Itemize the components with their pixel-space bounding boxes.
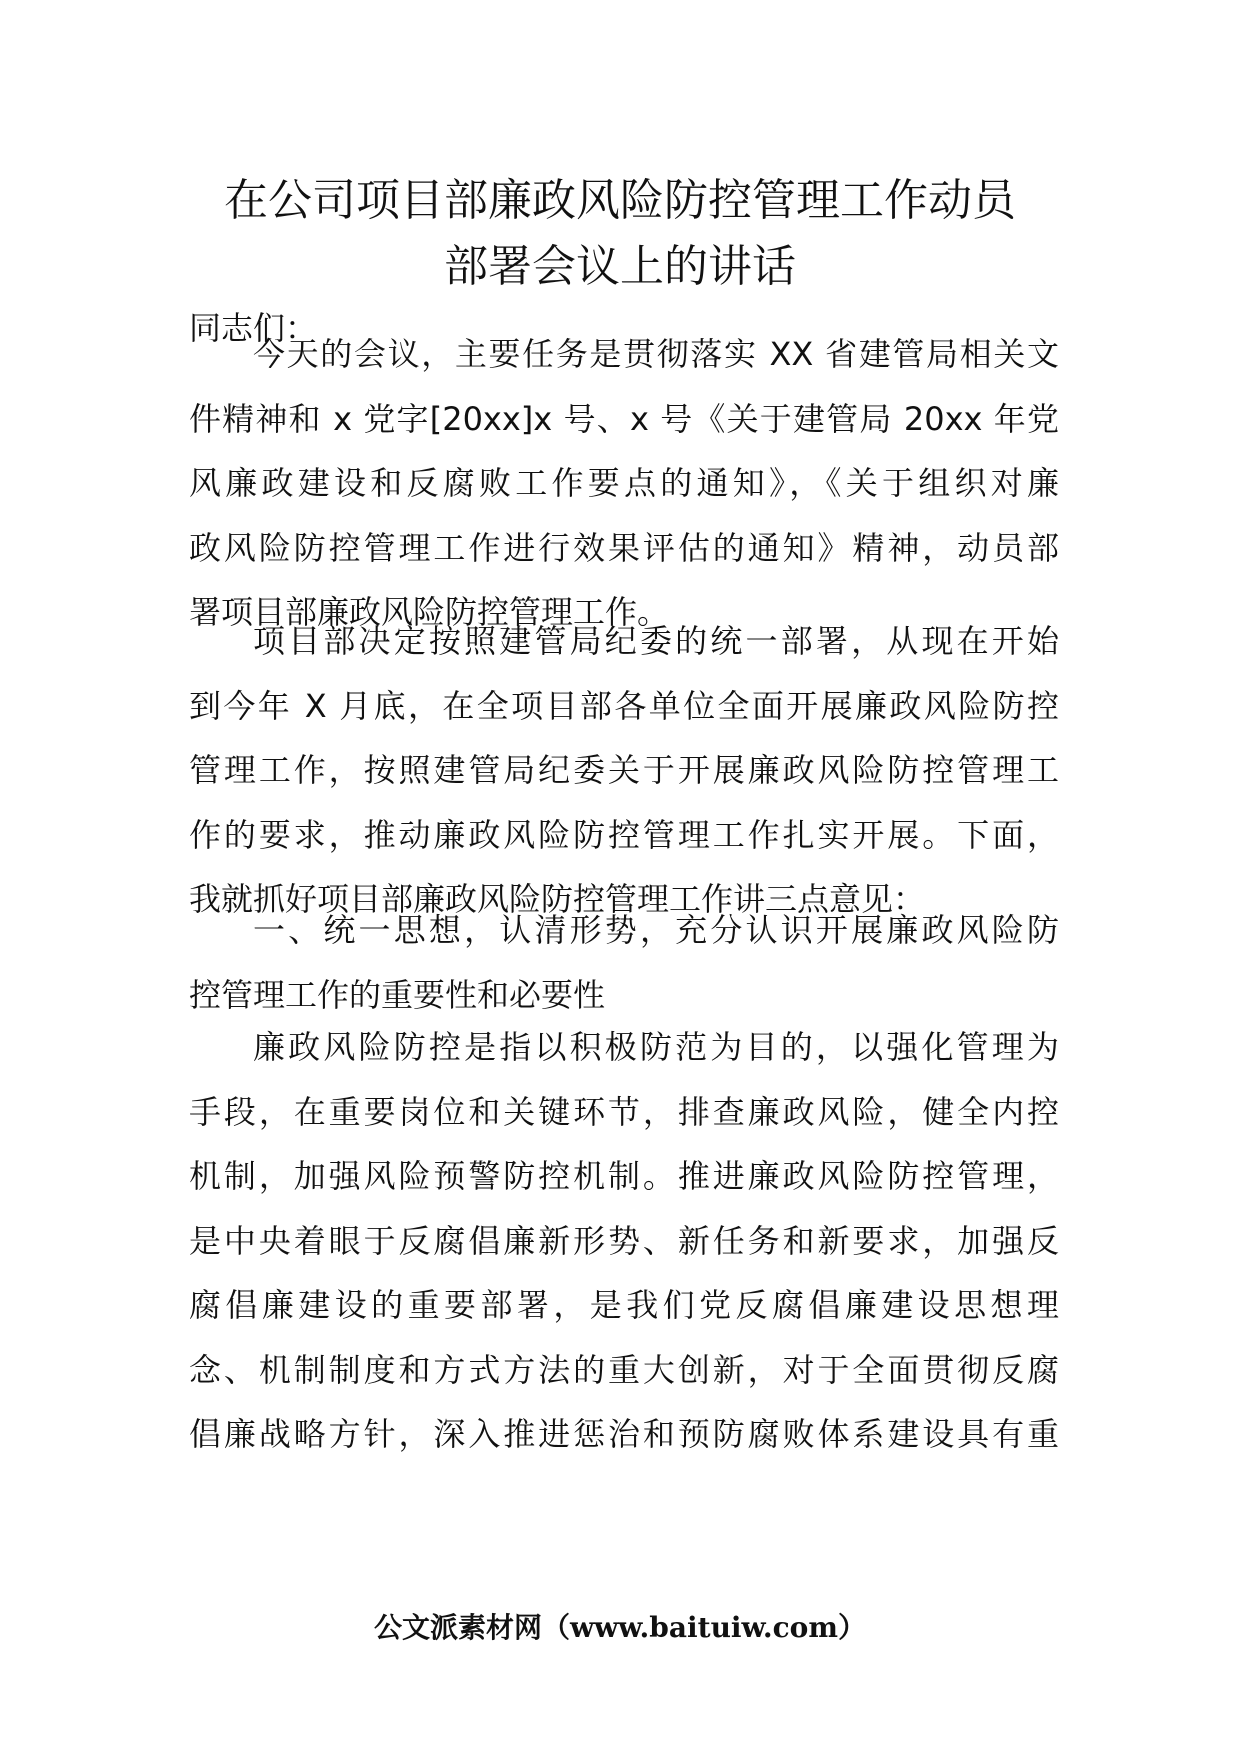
- document-title-line-1: 在公司项目部廉政风险防控管理工作动员: [224, 175, 1016, 226]
- paragraph-1: [189, 322, 1059, 645]
- section-heading-1: [189, 898, 1059, 1027]
- paragraph-line: 机制，加强风险预警防控机制。推进廉政风险防控管理，: [189, 1157, 1059, 1195]
- paragraph-line: 倡廉战略方针，深入推进惩治和预防腐败体系建设具有重: [189, 1415, 1059, 1453]
- paragraph-line: 项目部决定按照建管局纪委的统一部署，从现在开始: [253, 622, 1059, 660]
- paragraph-line: 作的要求，推动廉政风险防控管理工作扎实开展。下面，: [189, 815, 1059, 854]
- paragraph-line: 管理工作，按照建管局纪委关于开展廉政风险防控管理工: [189, 751, 1059, 789]
- paragraph-line: 署项目部廉政风险防控管理工作。: [189, 593, 670, 631]
- paragraph-line: 我就抓好项目部廉政风险防控管理工作讲三点意见：: [189, 880, 926, 918]
- salutation: 同志们：: [189, 309, 318, 347]
- section-heading-line: 控管理工作的重要性和必要性: [189, 975, 606, 1014]
- paragraph-line: 今天的会议，主要任务是贯彻落实 XX 省建管局相关文: [253, 335, 1059, 373]
- paragraph-line: 念、机制制度和方式方法的重大创新，对于全面贯彻反腐: [189, 1350, 1059, 1389]
- section-heading-line: 一、统一思想，认清形势，充分认识开展廉政风险防: [253, 911, 1059, 949]
- paragraph-line: 件精神和 x 党字[20xx]x 号、x 号《关于建管局 20xx 年党: [189, 399, 1059, 438]
- paragraph-line: 廉政风险防控是指以积极防范为目的，以强化管理为: [253, 1028, 1059, 1066]
- paragraph-3: [189, 1015, 1059, 1467]
- paragraph-line: 风廉政建设和反腐败工作要点的通知》，《关于组织对廉: [189, 464, 1059, 502]
- paragraph-line: 政风险防控管理工作进行效果评估的通知》精神，动员部: [189, 528, 1059, 567]
- paragraph-line: 到今年 X 月底，在全项目部各单位全面开展廉政风险防控: [189, 686, 1059, 725]
- document-title-line-2: 部署会议上的讲话: [444, 241, 796, 292]
- paragraph-line: 是中央着眼于反腐倡廉新形势、新任务和新要求，加强反: [189, 1221, 1059, 1260]
- footer-watermark: 公文派素材网（www.baituiw.com）: [374, 1611, 866, 1644]
- paragraph-2: [189, 609, 1059, 932]
- paragraph-line: 腐倡廉建设的重要部署，是我们党反腐倡廉建设思想理: [189, 1286, 1059, 1324]
- paragraph-line: 手段，在重要岗位和关键环节，排查廉政风险，健全内控: [189, 1092, 1059, 1131]
